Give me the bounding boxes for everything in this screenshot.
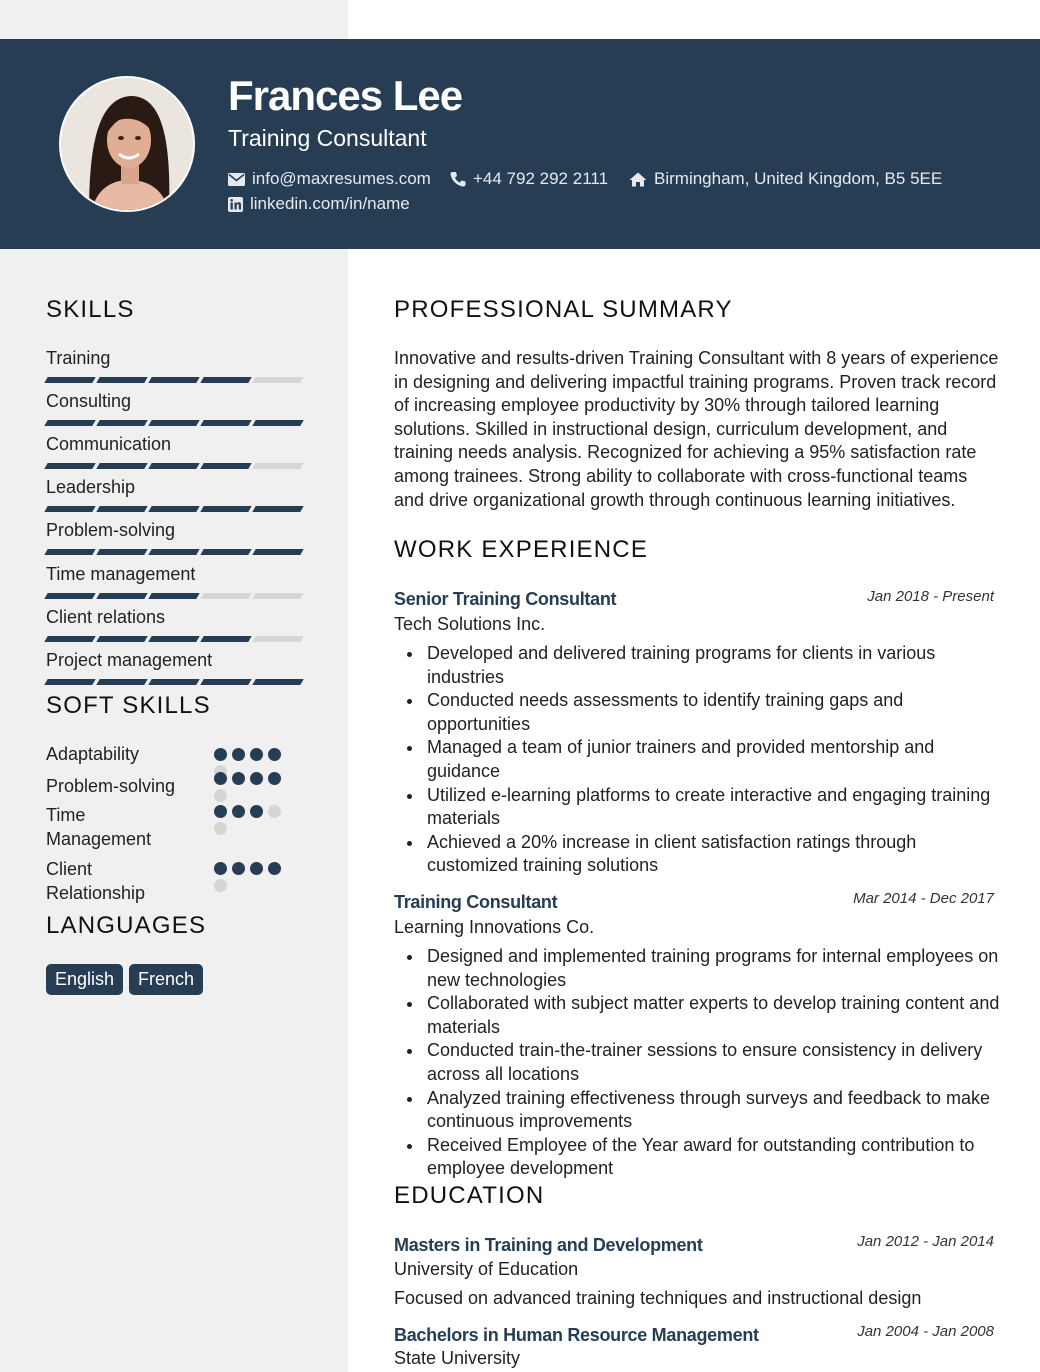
rating-segment	[252, 463, 303, 469]
list-item: Received Employee of the Year award for outstanding contribution to employee development	[394, 1134, 1004, 1181]
soft-skill-rating	[214, 772, 286, 802]
rating-segment	[44, 506, 95, 512]
job-dates: Jan 2018 - Present	[867, 588, 994, 605]
envelope-icon	[228, 173, 245, 186]
rating-segment	[200, 549, 251, 555]
skill-rating	[46, 593, 302, 599]
rating-dot	[268, 862, 281, 875]
languages-heading: LANGUAGES	[46, 912, 207, 939]
list-item: Analyzed training effectiveness through surveys and feedback to make continuous improvements	[394, 1087, 1004, 1134]
language-badge-english: English	[46, 964, 123, 995]
rating-segment	[200, 636, 251, 642]
job-dates: Mar 2014 - Dec 2017	[853, 890, 994, 907]
list-item: Developed and delivered training programs for clients in various industries	[394, 642, 1004, 689]
experience-heading: WORK EXPERIENCE	[394, 536, 649, 563]
list-item: Conducted train-the-trainer sessions to ensure consistency in delivery across all locations	[394, 1039, 1004, 1086]
rating-dot	[214, 862, 227, 875]
skill-label: Time management	[46, 564, 196, 584]
rating-segment	[44, 377, 95, 383]
rating-segment	[252, 377, 303, 383]
rating-segment	[44, 679, 95, 685]
skill-rating	[46, 636, 302, 642]
linkedin-text: linkedin.com/in/name	[250, 194, 410, 213]
rating-segment	[148, 506, 199, 512]
rating-dot	[214, 805, 227, 818]
rating-dot	[214, 789, 227, 802]
skill-rating	[46, 549, 302, 555]
rating-dot	[232, 772, 245, 785]
soft-skill-label: Adaptability	[46, 744, 140, 764]
skill-label: Problem-solving	[46, 520, 176, 540]
language-badge-french: French	[129, 964, 203, 995]
edu-degree: Bachelors in Human Resource Management	[394, 1325, 759, 1345]
rating-segment	[252, 549, 303, 555]
skill-rating	[46, 420, 302, 426]
rating-dot	[232, 748, 245, 761]
list-item: Designed and implemented training programs for internal employees on new technologies	[394, 945, 1004, 992]
rating-segment	[44, 636, 95, 642]
list-item: Conducted needs assessments to identify training gaps and opportunities	[394, 689, 1004, 736]
rating-segment	[148, 463, 199, 469]
soft-skills-heading: SOFT SKILLS	[46, 692, 211, 719]
rating-dot	[250, 772, 263, 785]
rating-dot	[214, 772, 227, 785]
rating-segment	[96, 593, 147, 599]
rating-segment	[148, 679, 199, 685]
education-heading: EDUCATION	[394, 1182, 545, 1209]
rating-dot	[214, 879, 227, 892]
address-text: Birmingham, United Kingdom, B5 5EE	[654, 169, 943, 188]
job-company: Tech Solutions Inc.	[394, 614, 546, 634]
skill-label: Client relations	[46, 607, 166, 627]
phone-text: +44 792 292 2111	[473, 169, 609, 188]
rating-segment	[44, 593, 95, 599]
rating-segment	[200, 679, 251, 685]
job-role: Senior Training Consultant	[394, 589, 617, 609]
rating-dot	[250, 862, 263, 875]
skill-rating	[46, 377, 302, 383]
rating-segment	[96, 463, 147, 469]
rating-segment	[200, 377, 251, 383]
list-item: Managed a team of junior trainers and provided mentorship and guidance	[394, 736, 1004, 783]
rating-segment	[252, 679, 303, 685]
rating-segment	[44, 463, 95, 469]
email-text: info@maxresumes.com	[252, 169, 431, 188]
rating-segment	[148, 549, 199, 555]
job-company: Learning Innovations Co.	[394, 917, 595, 937]
skills-heading: SKILLS	[46, 296, 135, 323]
rating-segment	[200, 420, 251, 426]
rating-segment	[148, 593, 199, 599]
linkedin-icon	[228, 197, 243, 212]
job-bullets	[394, 945, 1004, 1181]
candidate-title: Training Consultant	[228, 125, 427, 151]
rating-segment	[96, 679, 147, 685]
rating-dot	[250, 748, 263, 761]
soft-skill-label: Problem-solving	[46, 776, 176, 796]
rating-segment	[96, 506, 147, 512]
rating-dot	[214, 822, 227, 835]
candidate-name: Frances Lee	[228, 72, 463, 119]
rating-segment	[252, 506, 303, 512]
rating-segment	[96, 549, 147, 555]
rating-segment	[44, 549, 95, 555]
edu-school: State University	[394, 1348, 521, 1368]
home-icon	[629, 172, 647, 187]
skill-label: Consulting	[46, 391, 132, 411]
skill-rating	[46, 679, 302, 685]
list-item: Utilized e-learning platforms to create interactive and engaging training materials	[394, 784, 1004, 831]
summary-text: Innovative and results-driven Training Consultant with 8 years of experience in designing and delivering impactful training programs. Proven track record of increasing employee productivity by 30% through tailored learning solutions. Skilled in instructional design, curriculum development, and training needs analysis. Recognized for achieving a 95% satisfaction rate among trainees. Strong ability to collaborate with cross-functional teams and drive organizational growth through continuous learning initiatives.	[394, 348, 999, 510]
rating-segment	[252, 420, 303, 426]
rating-dot	[232, 862, 245, 875]
job-role: Training Consultant	[394, 892, 558, 912]
list-item: Achieved a 20% increase in client satisfaction ratings through customized training solutions	[394, 831, 1004, 878]
contact-phone[interactable]	[450, 169, 608, 189]
edu-description: Focused on advanced training techniques and instructional design	[394, 1288, 922, 1308]
skill-label: Training	[46, 348, 111, 368]
skill-rating	[46, 463, 302, 469]
edu-dates: Jan 2004 - Jan 2008	[857, 1323, 994, 1340]
skill-label: Leadership	[46, 477, 136, 497]
soft-skill-label: Time Management	[46, 805, 152, 849]
rating-segment	[96, 377, 147, 383]
skill-rating	[46, 506, 302, 512]
rating-segment	[96, 420, 147, 426]
rating-dot	[268, 772, 281, 785]
rating-segment	[200, 593, 251, 599]
rating-segment	[252, 636, 303, 642]
rating-segment	[148, 420, 199, 426]
edu-dates: Jan 2012 - Jan 2014	[857, 1233, 994, 1250]
skill-label: Communication	[46, 434, 172, 454]
summary-heading: PROFESSIONAL SUMMARY	[394, 296, 733, 323]
soft-skill-rating	[214, 805, 286, 835]
rating-segment	[200, 506, 251, 512]
rating-segment	[96, 636, 147, 642]
skill-label: Project management	[46, 650, 213, 670]
avatar	[59, 76, 195, 212]
rating-segment	[148, 377, 199, 383]
job-bullets	[394, 642, 1004, 878]
rating-segment	[148, 636, 199, 642]
header-banner	[0, 39, 1040, 249]
contact-email[interactable]	[228, 169, 431, 189]
rating-dot	[268, 805, 281, 818]
rating-segment	[44, 420, 95, 426]
rating-dot	[232, 805, 245, 818]
edu-school: University of Education	[394, 1259, 579, 1279]
phone-icon	[450, 171, 466, 187]
rating-segment	[252, 593, 303, 599]
rating-segment	[200, 463, 251, 469]
rating-dot	[250, 805, 263, 818]
soft-skill-rating	[214, 862, 286, 892]
edu-degree: Masters in Training and Development	[394, 1235, 703, 1255]
contact-address	[629, 169, 942, 189]
rating-dot	[214, 748, 227, 761]
list-item: Collaborated with subject matter experts to develop training content and materials	[394, 992, 1004, 1039]
soft-skill-label: Client Relationship	[46, 859, 146, 903]
contact-linkedin[interactable]	[228, 194, 410, 214]
rating-dot	[268, 748, 281, 761]
